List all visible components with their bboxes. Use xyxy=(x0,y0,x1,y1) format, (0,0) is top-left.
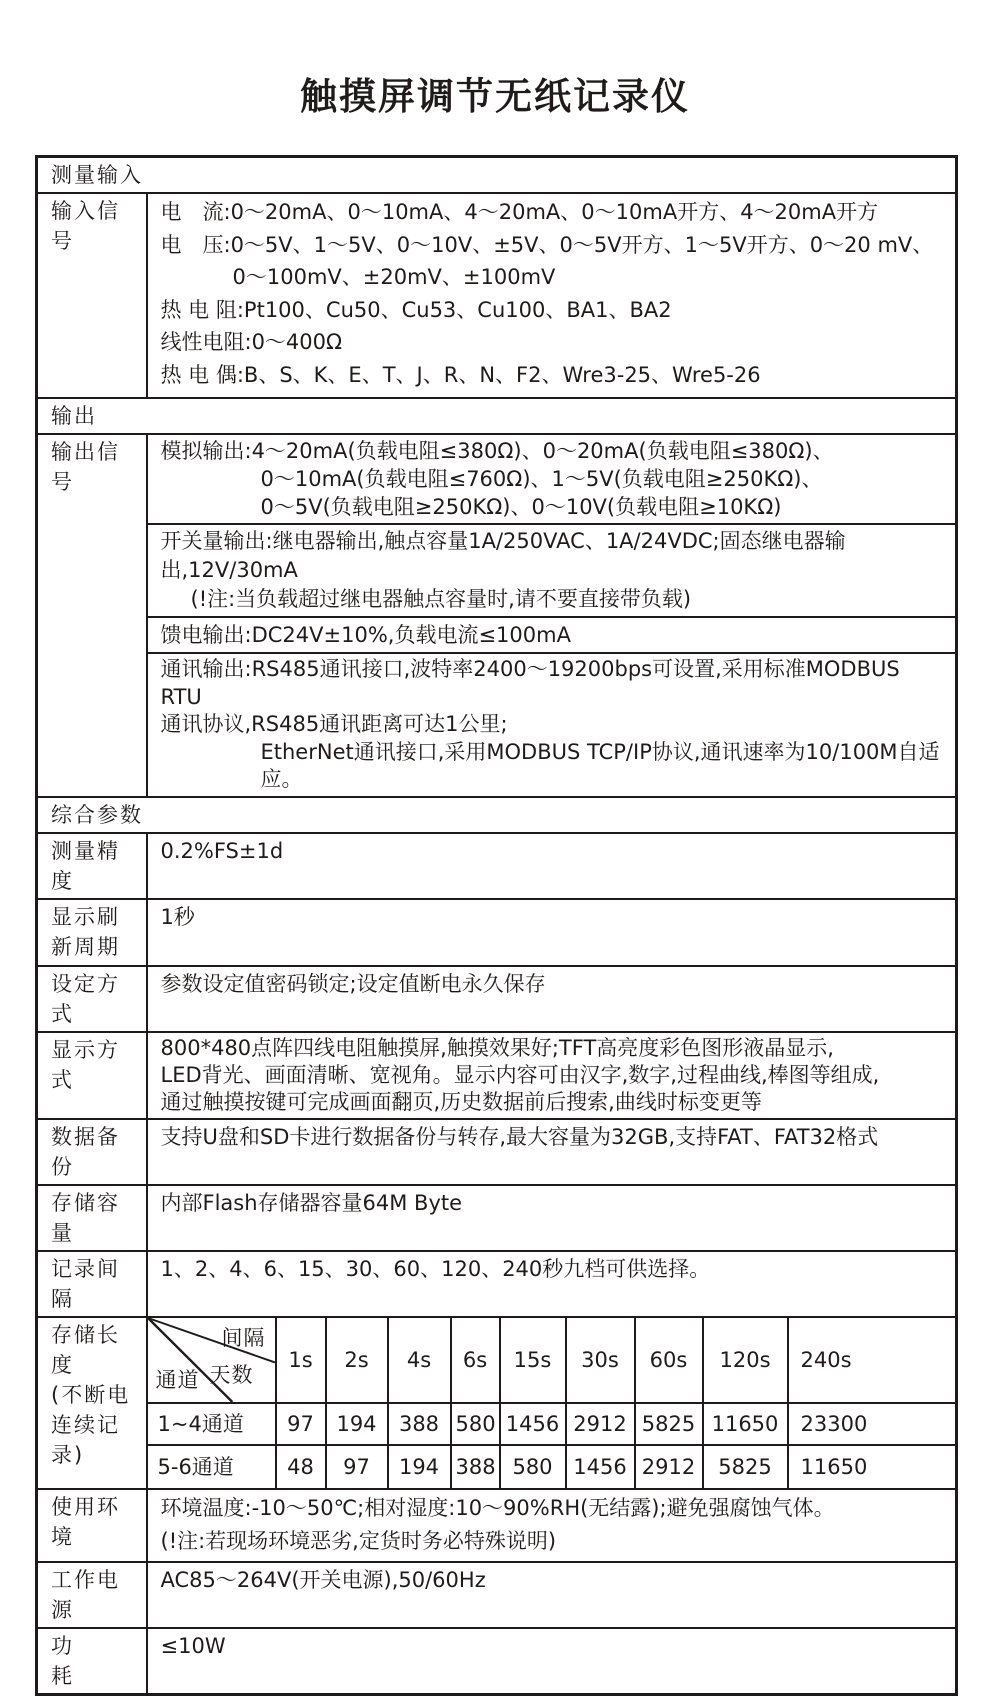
row-label: 显示刷新周期 xyxy=(37,899,147,966)
days-value: 388 xyxy=(388,1403,451,1445)
days-value: 11650 xyxy=(703,1403,788,1445)
section-title: 输出 xyxy=(37,398,957,434)
diagonal-header-cell xyxy=(148,1318,276,1403)
spec-line: 0～5V(负载电阻≥250KΩ)、0～10V(负载电阻≥10KΩ) xyxy=(260,495,782,519)
row-record-interval xyxy=(37,1251,957,1317)
row-label: 工作电源 xyxy=(37,1562,147,1628)
row-power-consumption xyxy=(37,1628,957,1695)
channel-label: 5-6通道 xyxy=(148,1445,276,1488)
spec-line: 模拟输出:4～20mA(负载电阻≤380Ω)、0～20mA(负载电阻≤380Ω)、 xyxy=(160,439,834,463)
corner-label-channel: 通道 xyxy=(155,1368,200,1393)
spec-line: 热 电 偶:B、S、K、E、T、J、R、N、F2、Wre3-25、Wre5-26 xyxy=(160,362,761,387)
row-value xyxy=(147,1489,957,1562)
row-value: AC85～264V(开关电源),50/60Hz xyxy=(147,1562,957,1628)
row-value-feed: 馈电输出:DC24V±10%,负载电流≤100mA xyxy=(147,617,957,653)
spec-line: 通过触摸按键可完成画面翻页,历史数据前后搜索,曲线时标变更等 xyxy=(160,1090,762,1115)
section-title: 综合参数 xyxy=(37,797,957,833)
days-value: 580 xyxy=(451,1403,500,1445)
row-value: 参数设定值密码锁定;设定值断电永久保存 xyxy=(147,966,957,1032)
days-value: 580 xyxy=(500,1445,566,1488)
corner-label-interval: 间隔 xyxy=(221,1326,266,1351)
row-label: 存储容量 xyxy=(37,1185,147,1251)
days-value: 97 xyxy=(326,1445,388,1488)
interval-header: 120s xyxy=(703,1318,788,1403)
days-value: 1456 xyxy=(500,1403,566,1445)
row-label: 设定方式 xyxy=(37,966,147,1032)
row-display-mode xyxy=(37,1032,957,1120)
row-label: 数据备份 xyxy=(37,1119,147,1185)
row-label xyxy=(37,1317,147,1489)
spec-line: 0～10mA(负载电阻≤760Ω)、1～5V(负载电阻≥250KΩ)、 xyxy=(260,467,823,491)
row-accuracy xyxy=(37,833,957,899)
row-label: 输出信号 xyxy=(37,434,147,797)
storage-data-row xyxy=(148,1445,956,1488)
spec-line: 线性电阻:0～400Ω xyxy=(160,330,343,354)
row-setting-mode xyxy=(37,966,957,1032)
section-header-output xyxy=(37,398,957,434)
interval-header: 6s xyxy=(451,1318,500,1403)
spec-line: LED背光、画面清晰、宽视角。显示内容可由汉字,数字,过程曲线,棒图等组成, xyxy=(160,1062,880,1087)
section-header-measure-input xyxy=(37,157,957,194)
interval-header: 30s xyxy=(566,1318,635,1403)
storage-header-row xyxy=(148,1318,956,1403)
row-input-signal xyxy=(37,193,957,398)
corner-label-days: 天数 xyxy=(209,1363,254,1388)
row-storage-capacity xyxy=(37,1185,957,1251)
days-value: 23300 xyxy=(788,1403,956,1445)
interval-header: 240s xyxy=(788,1318,956,1403)
row-label: 显示方式 xyxy=(37,1032,147,1120)
days-value: 5825 xyxy=(635,1403,703,1445)
days-value: 1456 xyxy=(566,1445,635,1488)
interval-header: 4s xyxy=(388,1318,451,1403)
row-value-switch xyxy=(147,524,957,617)
row-value-comm xyxy=(147,653,957,797)
label-line: 连续记录) xyxy=(51,1413,120,1468)
spec-line: (!注:当负载超过继电器触点容量时,请不要直接带负载) xyxy=(190,587,692,611)
interval-header: 2s xyxy=(326,1318,388,1403)
spec-line: 开关量输出:继电器输出,触点容量1A/250VAC、1A/24VDC;固态继电器输出,12V/30mA xyxy=(160,529,846,582)
row-label: 功 耗 xyxy=(37,1628,147,1695)
days-value: 2912 xyxy=(635,1445,703,1488)
row-output-signal xyxy=(37,434,957,524)
row-power-supply xyxy=(37,1562,957,1628)
row-label: 测量精度 xyxy=(37,833,147,899)
spec-line: (!注:若现场环境恶劣,定货时务必特殊说明) xyxy=(160,1529,557,1554)
row-value: 1秒 xyxy=(147,899,957,966)
page-title: 触摸屏调节无纸记录仪 xyxy=(300,75,690,118)
spec-line: 电 压:0～5V、1～5V、0～10V、±5V、0～5V开方、1～5V开方、0～20 mV、 xyxy=(160,232,934,257)
row-label: 输入信号 xyxy=(37,193,147,398)
section-header-general-params xyxy=(37,797,957,833)
label-line: (不断电 xyxy=(51,1383,131,1408)
row-value: 内部Flash存储器容量64M Byte xyxy=(147,1185,957,1251)
row-data-backup xyxy=(37,1119,957,1185)
spec-table xyxy=(35,155,958,1696)
row-label: 使用环境 xyxy=(37,1489,147,1562)
storage-data-row xyxy=(148,1403,956,1445)
row-switch-output xyxy=(37,524,957,617)
days-value: 2912 xyxy=(566,1403,635,1445)
row-storage-length xyxy=(37,1317,957,1489)
row-value: 1、2、4、6、15、30、60、120、240秒九档可供选择。 xyxy=(147,1251,957,1317)
row-value xyxy=(147,193,957,398)
spec-line: 通讯协议,RS485通讯距离可达1公里; xyxy=(160,712,508,736)
days-value: 97 xyxy=(276,1403,326,1445)
storage-matrix-cell xyxy=(147,1317,957,1489)
spec-line: 800*480点阵四线电阻触摸屏,触摸效果好;TFT高亮度彩色图形液晶显示, xyxy=(160,1035,834,1060)
section-title: 测量输入 xyxy=(37,157,957,194)
row-value: 支持U盘和SD卡进行数据备份与转存,最大容量为32GB,支持FAT、FAT32格式 xyxy=(147,1119,957,1185)
row-comm-output xyxy=(37,653,957,797)
days-value: 388 xyxy=(451,1445,500,1488)
days-value: 5825 xyxy=(703,1445,788,1488)
interval-header: 60s xyxy=(635,1318,703,1403)
days-value: 48 xyxy=(276,1445,326,1488)
row-feed-output xyxy=(37,617,957,653)
row-value xyxy=(147,1032,957,1120)
row-environment xyxy=(37,1489,957,1562)
interval-header: 15s xyxy=(500,1318,566,1403)
label-line: 存储长度 xyxy=(51,1323,120,1378)
spec-line: 热 电 阻:Pt100、Cu50、Cu53、Cu100、BA1、BA2 xyxy=(160,297,672,322)
spec-line: 通讯输出:RS485通讯接口,波特率2400～19200bps可设置,采用标准MODBUS RTU xyxy=(160,657,900,709)
row-value: ≤10W xyxy=(147,1628,957,1695)
days-value: 194 xyxy=(388,1445,451,1488)
days-value: 11650 xyxy=(788,1445,956,1488)
spec-line: EtherNet通讯接口,采用MODBUS TCP/IP协议,通讯速率为10/100M自适应。 xyxy=(260,739,940,791)
interval-header: 1s xyxy=(276,1318,326,1403)
row-value-analog xyxy=(147,434,957,524)
row-label: 记录间隔 xyxy=(37,1251,147,1317)
spec-line: 0～100mV、±20mV、±100mV xyxy=(232,265,556,289)
channel-label: 1~4通道 xyxy=(148,1403,276,1445)
storage-matrix-table xyxy=(148,1318,956,1488)
days-value: 194 xyxy=(326,1403,388,1445)
row-refresh-period xyxy=(37,899,957,966)
row-value: 0.2%FS±1d xyxy=(147,833,957,899)
spec-line: 电 流:0～20mA、0～10mA、4～20mA、0～10mA开方、4～20mA开方 xyxy=(160,200,879,224)
spec-line: 环境温度:-10～50℃;相对湿度:10～90%RH(无结露);避免强腐蚀气体。 xyxy=(160,1496,835,1521)
